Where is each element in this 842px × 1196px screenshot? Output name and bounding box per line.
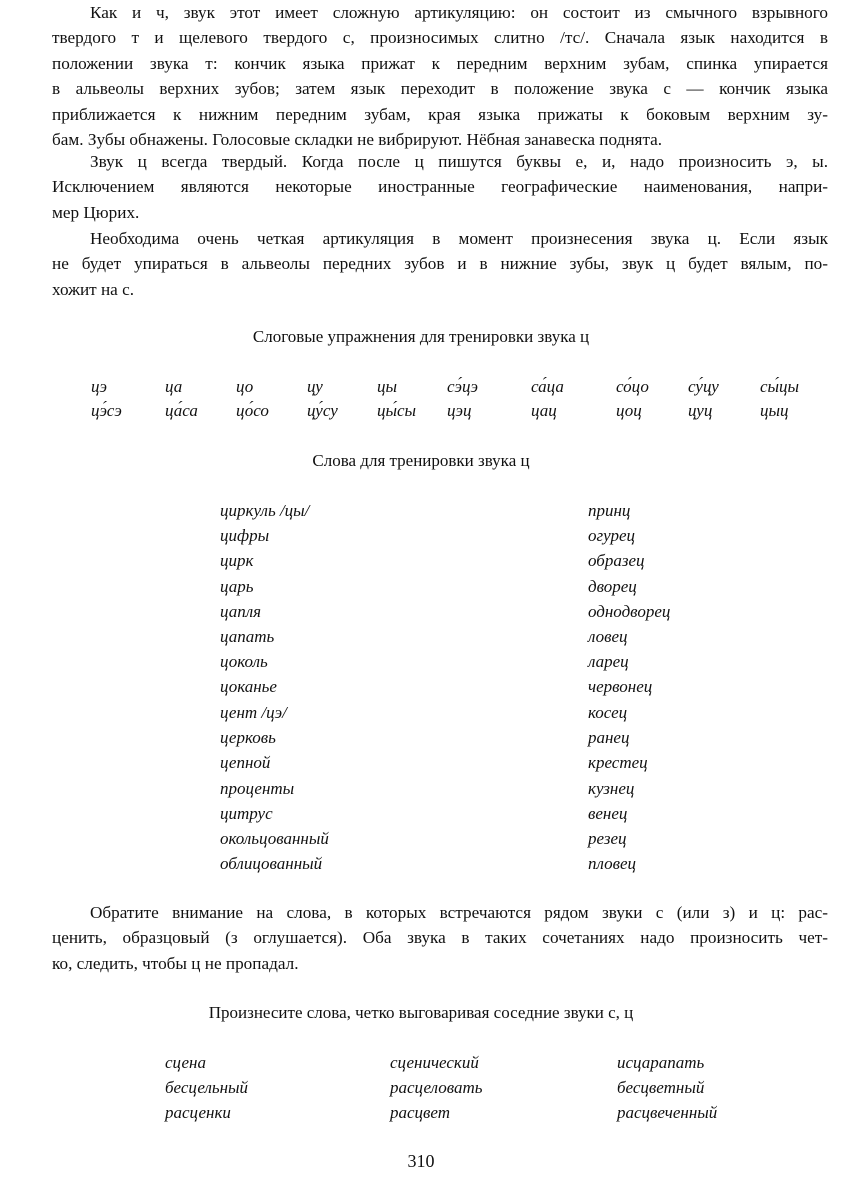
- page-number: 310: [407, 1151, 435, 1171]
- pairs-exercises-heading: Произнесите слова, четко выговаривая соседние звуки с, ц: [208, 1003, 634, 1022]
- word-item: бесцельный: [165, 1078, 249, 1097]
- word-item: ларец: [588, 652, 629, 671]
- word-item: крестец: [588, 753, 648, 772]
- text-line: ценить, образцовый (з оглушается). Оба звука в таких сочетаниях надо произносить чет-: [52, 928, 828, 948]
- word-item: дворец: [588, 577, 637, 596]
- syllable: цоц: [616, 401, 642, 420]
- word-item: церковь: [220, 728, 276, 747]
- text-line: твердого т и щелевого твердого с, произносимых слитно /тс/. Сначала язык находится в: [52, 28, 828, 48]
- paragraph-articulation: [52, 0, 828, 152]
- word-item: принц: [588, 501, 631, 520]
- word-item: циркуль /цы/: [220, 501, 310, 520]
- word-item: облицованный: [220, 854, 323, 873]
- syllable: со́цо: [616, 377, 649, 396]
- word-item: венец: [588, 804, 628, 823]
- word-item: сцена: [165, 1053, 206, 1072]
- word-item: расцвеченный: [617, 1103, 718, 1122]
- syllable: ца́са: [165, 401, 198, 420]
- word-item: окольцованный: [220, 829, 329, 848]
- text-line: Как и ч, звук этот имеет сложную артикуляцию: он состоит из смычного взрывного: [90, 3, 828, 22]
- word-item: цоколь: [220, 652, 268, 671]
- word-item: резец: [588, 829, 627, 848]
- word-item: червонец: [588, 677, 653, 696]
- word-item: бесцветный: [617, 1078, 705, 1097]
- syllable: цу: [307, 377, 323, 396]
- syllable: цы: [377, 377, 398, 396]
- word-item: ранец: [588, 728, 630, 747]
- word-item: огурец: [588, 526, 635, 545]
- word-item: цифры: [220, 526, 270, 545]
- word-item: цапать: [220, 627, 275, 646]
- word-item: однодворец: [588, 602, 671, 621]
- syllable: цэ́сэ: [91, 401, 122, 420]
- text-line: приближается к нижним передним зубам, края языка прижаты к боковым верхним зу-: [52, 104, 828, 124]
- word-item: цирк: [220, 551, 254, 570]
- word-item: образец: [588, 551, 645, 570]
- word-item: цитрус: [220, 804, 273, 823]
- text-line: хожит на с.: [52, 279, 135, 299]
- word-item: цоканье: [220, 677, 277, 696]
- word-item: цапля: [220, 602, 262, 621]
- syllable: цэ: [91, 377, 107, 396]
- syllable: цо: [236, 377, 254, 396]
- word-item: пловец: [588, 854, 637, 873]
- text-line: мер Цюрих.: [52, 202, 140, 222]
- text-line: Обратите внимание на слова, в которых встречаются рядом звуки с (или з) и ц: рас-: [90, 903, 828, 922]
- word-item: исцарапать: [617, 1053, 705, 1072]
- syllable: цуц: [688, 401, 713, 420]
- text-line: ко, следить, чтобы ц не пропадал.: [52, 953, 299, 973]
- text-line: положении звука т: кончик языка прижат к передним верхним зубам, спинка упирается: [52, 53, 828, 73]
- paragraph-hard-sound: [52, 149, 828, 225]
- word-exercises-heading: Слова для тренировки звука ц: [312, 451, 530, 470]
- syllable: сы́цы: [760, 377, 800, 396]
- syllable: ца: [165, 377, 183, 396]
- paragraph-attention: [52, 900, 828, 976]
- word-item: цепной: [220, 753, 271, 772]
- text-line: Исключением являются некоторые иностранные географические наименования, напри-: [52, 177, 828, 197]
- word-item: расцеловать: [390, 1078, 483, 1097]
- word-item: ловец: [588, 627, 628, 646]
- syllable: сэ́цэ: [447, 377, 479, 396]
- syllable: цы́сы: [377, 401, 417, 420]
- syllable: цо́со: [236, 401, 269, 420]
- syllable-exercises-heading: Слоговые упражнения для тренировки звука ц: [252, 327, 590, 346]
- paragraph-clear-articulation: [52, 226, 828, 302]
- syllable: цац: [531, 401, 557, 420]
- word-item: косец: [588, 703, 628, 722]
- word-item: расцвет: [390, 1103, 451, 1122]
- word-item: цент /цэ/: [220, 703, 287, 722]
- syllable: цэц: [447, 401, 472, 420]
- word-item: царь: [220, 577, 254, 596]
- word-item: расценки: [165, 1103, 231, 1122]
- syllable: цу́су: [307, 401, 338, 420]
- text-line: не будет упираться в альвеолы передних зубов и в нижние зубы, звук ц будет вялым, по-: [52, 254, 828, 274]
- text-line: бам. Зубы обнажены. Голосовые складки не вибрируют. Нёбная занавеска поднята.: [52, 130, 663, 150]
- syllable: су́цу: [688, 377, 719, 396]
- text-line: Звук ц всегда твердый. Когда после ц пишутся буквы е, и, надо произносить э, ы.: [90, 152, 828, 171]
- text-line: в альвеолы верхних зубов; затем язык переходит в положение звука с — кончик языка: [52, 79, 828, 99]
- syllable: цыц: [760, 401, 789, 420]
- word-item: сценический: [390, 1053, 479, 1072]
- text-line: Необходима очень четкая артикуляция в момент произнесения звука ц. Если язык: [90, 229, 828, 248]
- word-item: проценты: [220, 779, 295, 798]
- word-item: кузнец: [588, 779, 635, 798]
- syllable: са́ца: [531, 377, 564, 396]
